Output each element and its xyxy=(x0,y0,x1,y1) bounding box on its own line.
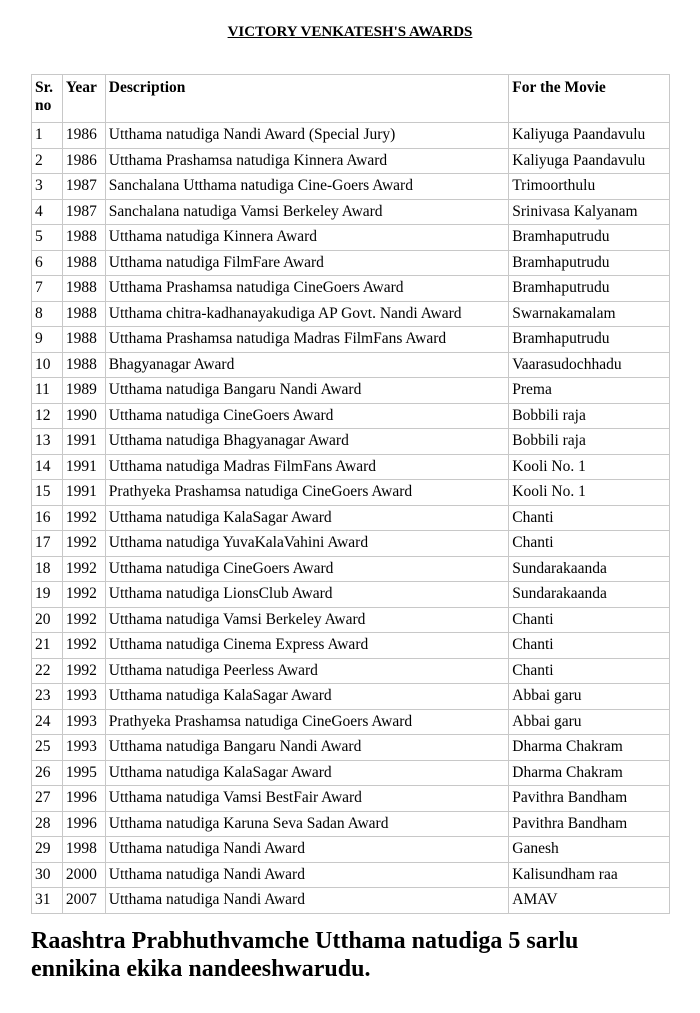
cell-year: 1988 xyxy=(62,276,105,302)
cell-year: 1987 xyxy=(62,199,105,225)
cell-year: 1993 xyxy=(62,709,105,735)
cell-movie: Bramhaputrudu xyxy=(509,327,670,353)
cell-description: Utthama natudiga CineGoers Award xyxy=(105,556,508,582)
cell-year: 1993 xyxy=(62,735,105,761)
cell-movie: Trimoorthulu xyxy=(509,174,670,200)
cell-sr-no: 30 xyxy=(32,862,63,888)
cell-description: Utthama natudiga CineGoers Award xyxy=(105,403,508,429)
table-row xyxy=(32,123,670,149)
cell-movie: Vaarasudochhadu xyxy=(509,352,670,378)
table-row xyxy=(32,480,670,506)
cell-year: 1988 xyxy=(62,352,105,378)
cell-description: Utthama natudiga Bangaru Nandi Award xyxy=(105,378,508,404)
cell-sr-no: 4 xyxy=(32,199,63,225)
cell-movie: Abbai garu xyxy=(509,709,670,735)
cell-movie: Chanti xyxy=(509,505,670,531)
cell-movie: Chanti xyxy=(509,607,670,633)
cell-description: Utthama natudiga Vamsi BestFair Award xyxy=(105,786,508,812)
cell-year: 2007 xyxy=(62,888,105,914)
cell-description: Utthama natudiga Peerless Award xyxy=(105,658,508,684)
cell-year: 1992 xyxy=(62,658,105,684)
cell-sr-no: 14 xyxy=(32,454,63,480)
table-row xyxy=(32,378,670,404)
cell-sr-no: 18 xyxy=(32,556,63,582)
cell-movie: Bramhaputrudu xyxy=(509,250,670,276)
footer-note: Raashtra Prabhuthvamche Utthama natudiga 5 sarlu ennikina ekika nandeeshwarudu. xyxy=(31,928,579,982)
cell-movie: Kooli No. 1 xyxy=(509,454,670,480)
column-header-description: Description xyxy=(105,75,508,123)
cell-description: Utthama Prashamsa natudiga Kinnera Award xyxy=(105,148,508,174)
table-body xyxy=(32,123,670,914)
cell-sr-no: 17 xyxy=(32,531,63,557)
table-row xyxy=(32,352,670,378)
cell-description: Utthama Prashamsa natudiga Madras FilmFans Award xyxy=(105,327,508,353)
cell-description: Sanchalana Utthama natudiga Cine-Goers Award xyxy=(105,174,508,200)
table-row xyxy=(32,429,670,455)
cell-movie: Sundarakaanda xyxy=(509,582,670,608)
cell-year: 1991 xyxy=(62,480,105,506)
column-header-sr-no: Sr. no xyxy=(32,75,63,123)
cell-description: Utthama natudiga KalaSagar Award xyxy=(105,760,508,786)
table-row xyxy=(32,811,670,837)
cell-description: Utthama natudiga Nandi Award xyxy=(105,862,508,888)
cell-movie: Chanti xyxy=(509,658,670,684)
cell-description: Utthama natudiga Kinnera Award xyxy=(105,225,508,251)
cell-description: Utthama natudiga Vamsi Berkeley Award xyxy=(105,607,508,633)
table-row xyxy=(32,709,670,735)
cell-movie: Pavithra Bandham xyxy=(509,811,670,837)
column-header-year: Year xyxy=(62,75,105,123)
cell-description: Utthama chitra-kadhanayakudiga AP Govt. Nandi Award xyxy=(105,301,508,327)
cell-year: 1996 xyxy=(62,786,105,812)
cell-sr-no: 28 xyxy=(32,811,63,837)
table-row xyxy=(32,403,670,429)
cell-year: 1992 xyxy=(62,505,105,531)
cell-movie: Bobbili raja xyxy=(509,429,670,455)
table-row xyxy=(32,174,670,200)
page-title: VICTORY VENKATESH'S AWARDS xyxy=(227,24,473,40)
table-row xyxy=(32,760,670,786)
cell-year: 1988 xyxy=(62,301,105,327)
cell-year: 1991 xyxy=(62,454,105,480)
cell-sr-no: 11 xyxy=(32,378,63,404)
cell-year: 1988 xyxy=(62,250,105,276)
awards-table xyxy=(31,74,670,914)
cell-year: 1987 xyxy=(62,174,105,200)
table-header-row xyxy=(32,75,670,123)
cell-movie: Bramhaputrudu xyxy=(509,225,670,251)
table-row xyxy=(32,250,670,276)
cell-sr-no: 7 xyxy=(32,276,63,302)
cell-description: Utthama natudiga LionsClub Award xyxy=(105,582,508,608)
table-row xyxy=(32,199,670,225)
cell-year: 1993 xyxy=(62,684,105,710)
cell-sr-no: 12 xyxy=(32,403,63,429)
cell-year: 1996 xyxy=(62,811,105,837)
table-row xyxy=(32,454,670,480)
table-row xyxy=(32,786,670,812)
cell-year: 1989 xyxy=(62,378,105,404)
cell-description: Utthama natudiga Nandi Award xyxy=(105,837,508,863)
table-row xyxy=(32,225,670,251)
cell-sr-no: 19 xyxy=(32,582,63,608)
cell-sr-no: 16 xyxy=(32,505,63,531)
table-row xyxy=(32,276,670,302)
cell-sr-no: 27 xyxy=(32,786,63,812)
cell-movie: Dharma Chakram xyxy=(509,760,670,786)
cell-year: 2000 xyxy=(62,862,105,888)
cell-description: Bhagyanagar Award xyxy=(105,352,508,378)
table-row xyxy=(32,633,670,659)
cell-movie: Pavithra Bandham xyxy=(509,786,670,812)
cell-description: Utthama natudiga Cinema Express Award xyxy=(105,633,508,659)
cell-description: Utthama natudiga Karuna Seva Sadan Award xyxy=(105,811,508,837)
cell-description: Utthama natudiga Bhagyanagar Award xyxy=(105,429,508,455)
table-row xyxy=(32,582,670,608)
cell-movie: Bramhaputrudu xyxy=(509,276,670,302)
cell-year: 1995 xyxy=(62,760,105,786)
cell-movie: Bobbili raja xyxy=(509,403,670,429)
cell-sr-no: 26 xyxy=(32,760,63,786)
cell-description: Utthama natudiga KalaSagar Award xyxy=(105,505,508,531)
table-row xyxy=(32,735,670,761)
cell-movie: Prema xyxy=(509,378,670,404)
table-row xyxy=(32,888,670,914)
cell-year: 1988 xyxy=(62,225,105,251)
table-row xyxy=(32,301,670,327)
cell-year: 1986 xyxy=(62,148,105,174)
cell-year: 1992 xyxy=(62,582,105,608)
table-row xyxy=(32,148,670,174)
cell-description: Sanchalana natudiga Vamsi Berkeley Award xyxy=(105,199,508,225)
cell-movie: Kaliyuga Paandavulu xyxy=(509,123,670,149)
cell-sr-no: 21 xyxy=(32,633,63,659)
cell-year: 1992 xyxy=(62,607,105,633)
column-header-movie: For the Movie xyxy=(509,75,670,123)
cell-description: Utthama natudiga Madras FilmFans Award xyxy=(105,454,508,480)
cell-description: Prathyeka Prashamsa natudiga CineGoers Award xyxy=(105,480,508,506)
cell-movie: Kooli No. 1 xyxy=(509,480,670,506)
table-row xyxy=(32,658,670,684)
cell-sr-no: 9 xyxy=(32,327,63,353)
cell-description: Utthama natudiga Nandi Award (Special Jury) xyxy=(105,123,508,149)
cell-sr-no: 24 xyxy=(32,709,63,735)
cell-year: 1988 xyxy=(62,327,105,353)
cell-sr-no: 13 xyxy=(32,429,63,455)
cell-sr-no: 29 xyxy=(32,837,63,863)
cell-sr-no: 15 xyxy=(32,480,63,506)
cell-sr-no: 8 xyxy=(32,301,63,327)
cell-year: 1998 xyxy=(62,837,105,863)
table-row xyxy=(32,862,670,888)
cell-year: 1992 xyxy=(62,556,105,582)
cell-sr-no: 25 xyxy=(32,735,63,761)
cell-sr-no: 3 xyxy=(32,174,63,200)
cell-movie: Chanti xyxy=(509,531,670,557)
cell-year: 1992 xyxy=(62,633,105,659)
cell-sr-no: 20 xyxy=(32,607,63,633)
cell-description: Utthama Prashamsa natudiga CineGoers Award xyxy=(105,276,508,302)
cell-description: Utthama natudiga FilmFare Award xyxy=(105,250,508,276)
cell-sr-no: 2 xyxy=(32,148,63,174)
cell-description: Utthama natudiga Bangaru Nandi Award xyxy=(105,735,508,761)
cell-sr-no: 31 xyxy=(32,888,63,914)
cell-movie: AMAV xyxy=(509,888,670,914)
cell-sr-no: 6 xyxy=(32,250,63,276)
cell-sr-no: 22 xyxy=(32,658,63,684)
cell-description: Prathyeka Prashamsa natudiga CineGoers Award xyxy=(105,709,508,735)
cell-movie: Srinivasa Kalyanam xyxy=(509,199,670,225)
cell-movie: Kaliyuga Paandavulu xyxy=(509,148,670,174)
table-row xyxy=(32,837,670,863)
cell-sr-no: 10 xyxy=(32,352,63,378)
table-header xyxy=(32,75,670,123)
cell-movie: Dharma Chakram xyxy=(509,735,670,761)
cell-year: 1986 xyxy=(62,123,105,149)
cell-movie: Abbai garu xyxy=(509,684,670,710)
table-row xyxy=(32,556,670,582)
cell-description: Utthama natudiga YuvaKalaVahini Award xyxy=(105,531,508,557)
cell-description: Utthama natudiga Nandi Award xyxy=(105,888,508,914)
table-row xyxy=(32,327,670,353)
cell-sr-no: 23 xyxy=(32,684,63,710)
cell-movie: Swarnakamalam xyxy=(509,301,670,327)
cell-movie: Sundarakaanda xyxy=(509,556,670,582)
cell-year: 1991 xyxy=(62,429,105,455)
cell-sr-no: 1 xyxy=(32,123,63,149)
cell-movie: Ganesh xyxy=(509,837,670,863)
cell-year: 1992 xyxy=(62,531,105,557)
cell-movie: Chanti xyxy=(509,633,670,659)
table-row xyxy=(32,607,670,633)
cell-sr-no: 5 xyxy=(32,225,63,251)
cell-description: Utthama natudiga KalaSagar Award xyxy=(105,684,508,710)
cell-year: 1990 xyxy=(62,403,105,429)
table-row xyxy=(32,531,670,557)
table-row xyxy=(32,684,670,710)
table-row xyxy=(32,505,670,531)
cell-movie: Kalisundham raa xyxy=(509,862,670,888)
